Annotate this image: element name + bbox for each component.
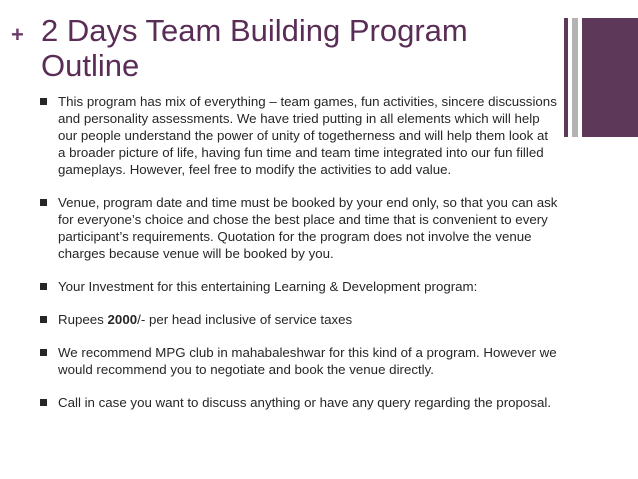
square-bullet-icon [40,98,47,105]
bullet-text: Call in case you want to discuss anything or have any query regarding the proposal. [58,395,552,410]
decorative-bar-gray [572,18,578,137]
slide-title: 2 Days Team Building Program Outline [41,13,468,83]
square-bullet-icon [40,283,47,290]
square-bullet-icon [40,199,47,206]
bullet-list [38,93,558,427]
decorative-bar-wide [582,18,638,137]
decorative-bar-thin [564,18,568,137]
square-bullet-icon [40,399,47,406]
square-bullet-icon [40,349,47,356]
bullet-text: Your Investment for this entertaining Learning & Development program: [58,279,478,294]
bullet-item-venue [38,194,558,262]
price-suffix: /- per head inclusive of service taxes [137,312,353,327]
bullet-text: This program has mix of everything – team games, fun activities, sincere discussions and personality assessments. We have tried putting in all elements which will help our people understand the power of unity of togetherness and will help them look at a broader picture of life, having fun time and team time integrated into our fun filled gameplays. However, feel free to modify the activities to add value. [58,94,557,177]
bullet-item-investment [38,278,558,295]
bullet-item-price [38,311,558,328]
bullet-item-recommend [38,344,558,378]
price-prefix: Rupees [58,312,108,327]
bullet-item-program-mix [38,93,558,178]
bullet-text: Venue, program date and time must be booked by your end only, so that you can ask for everyone’s choice and chose the best place and time that is convenient to every participant’s requirements. Quotation for the program does not involve the venue charges because venue will be booked by you. [58,195,558,261]
price-amount: 2000 [107,312,138,327]
plus-icon: + [11,22,24,47]
square-bullet-icon [40,316,47,323]
bullet-text: We recommend MPG club in mahabaleshwar for this kind of a program. However we would recommend you to negotiate and book the venue directly. [58,345,557,377]
bullet-item-call [38,394,558,411]
